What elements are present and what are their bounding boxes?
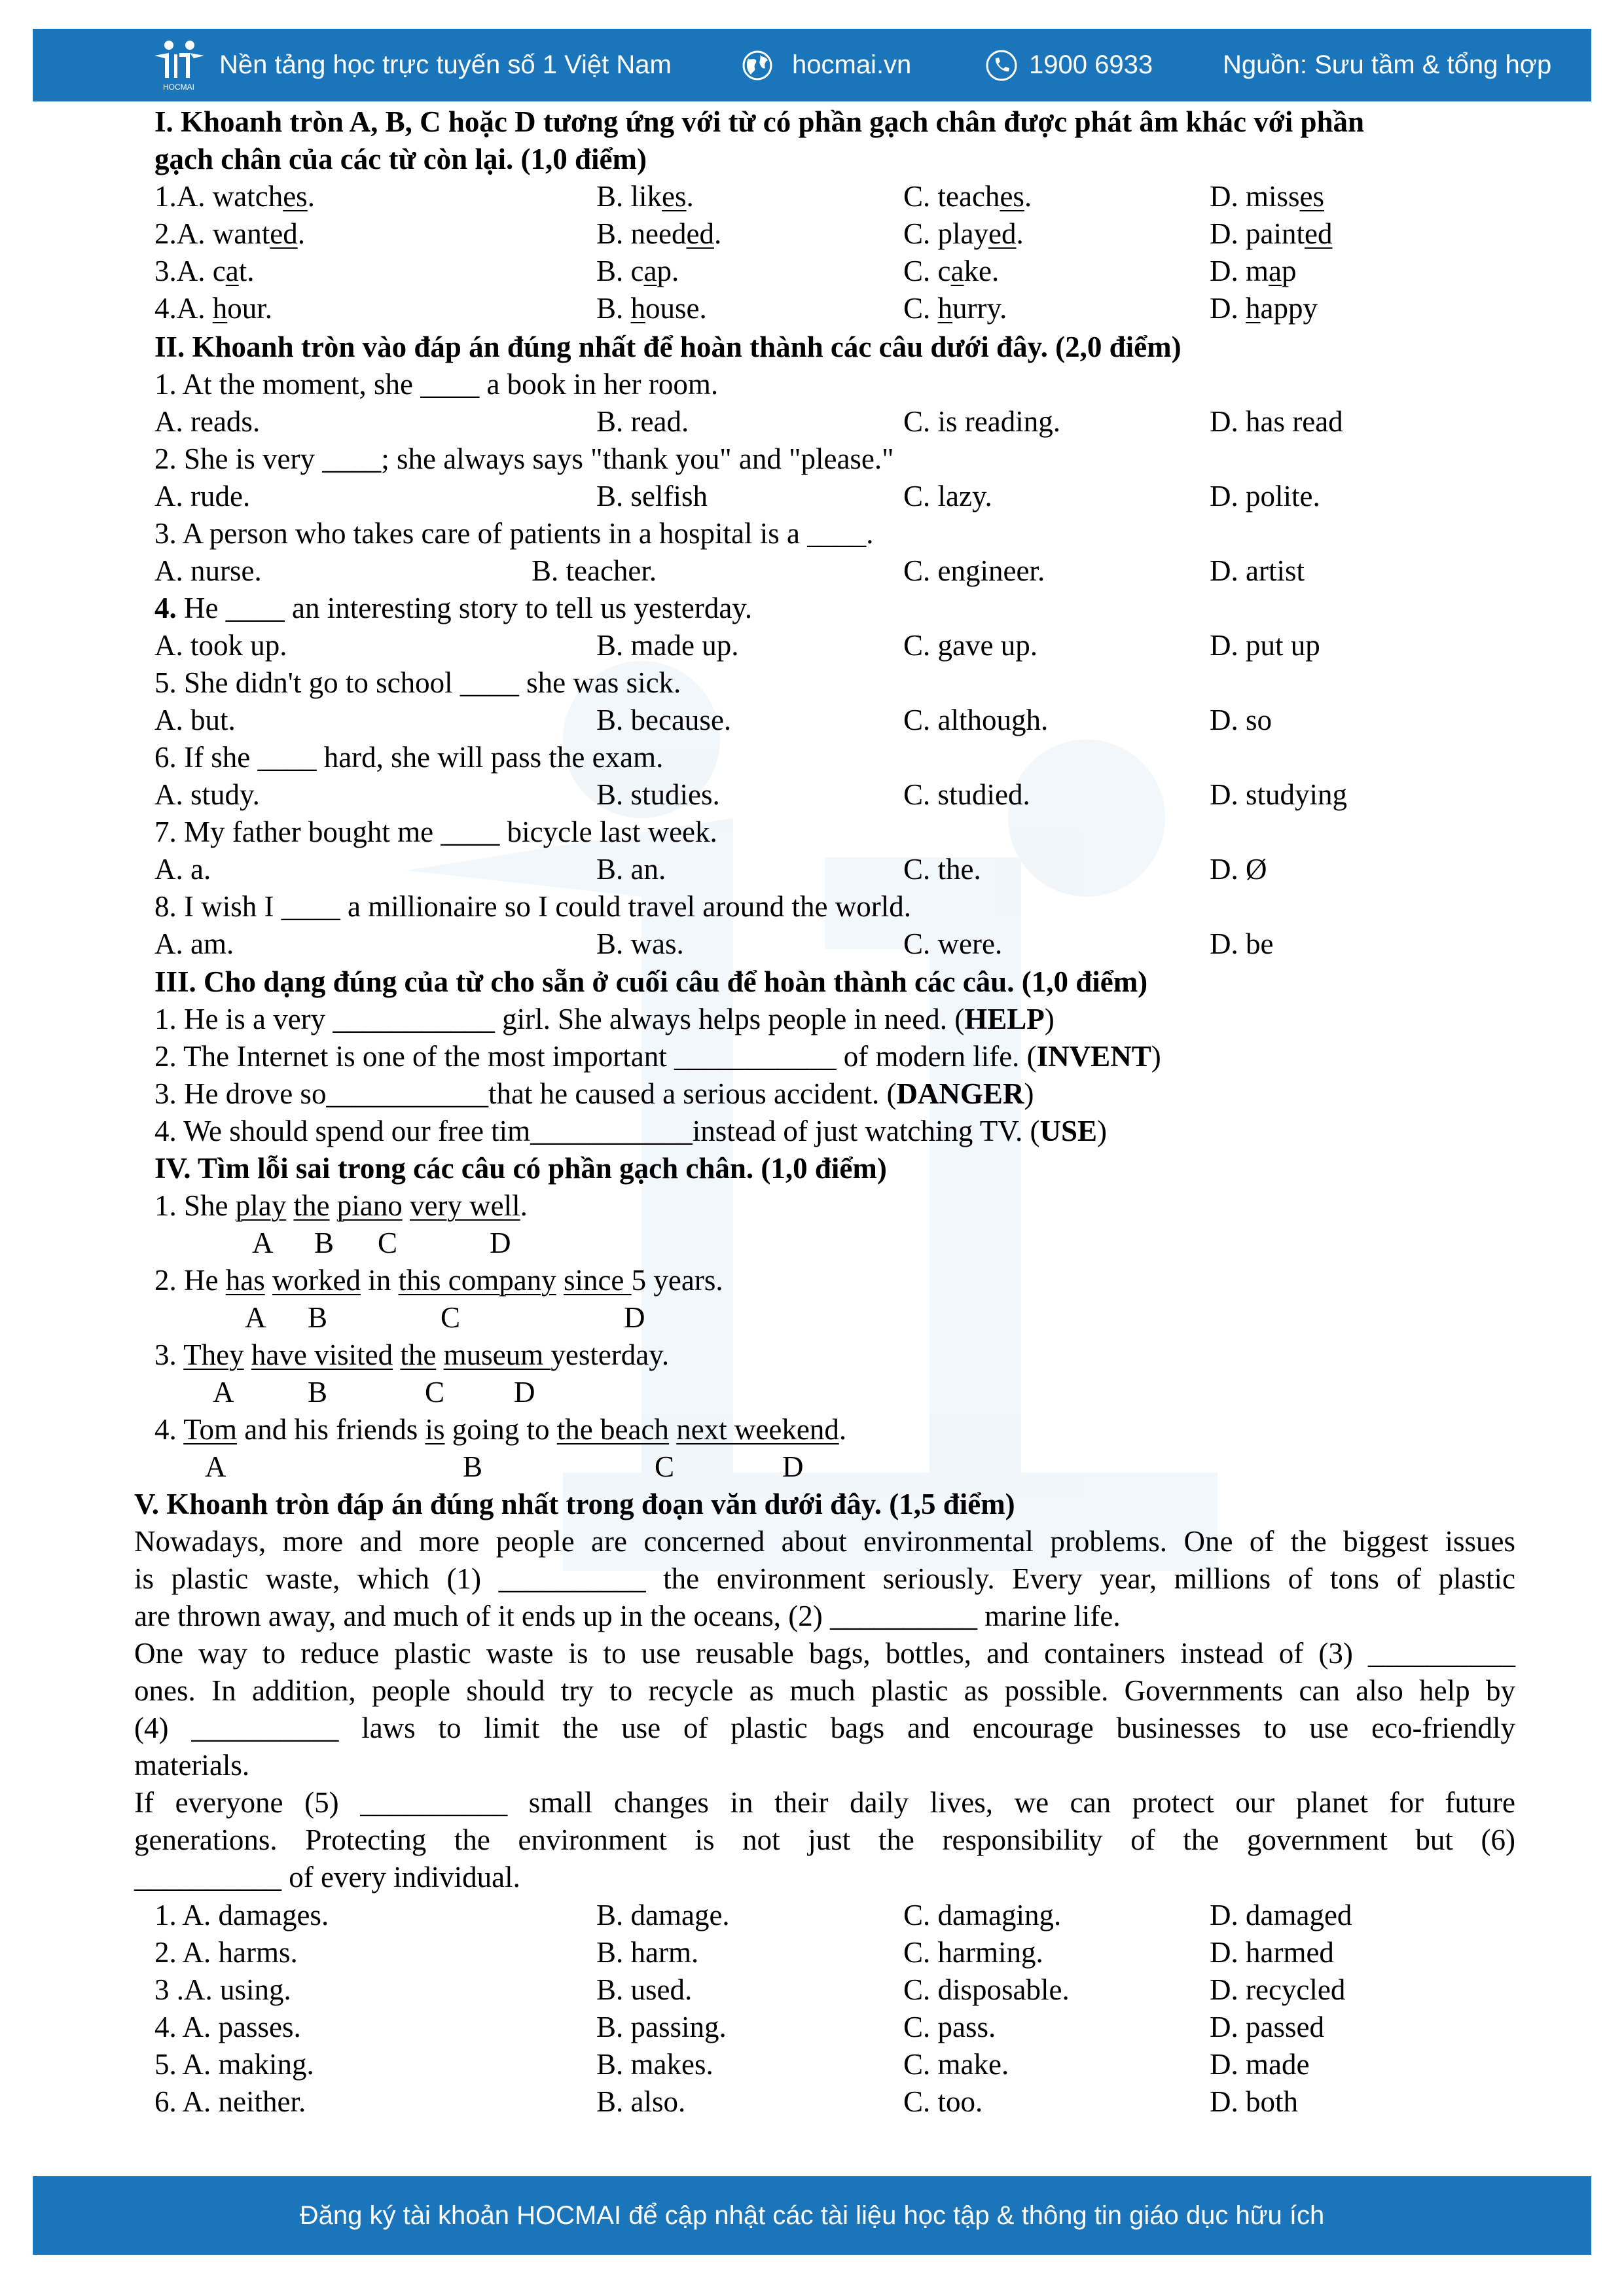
option-a[interactable]: A. reads.	[154, 405, 261, 438]
option-text: 4.A.	[154, 292, 213, 325]
option-text-end: .	[686, 180, 694, 213]
option-b[interactable]: B. read.	[596, 405, 689, 438]
sentence-text	[556, 1264, 564, 1297]
option-a[interactable]: A. a.	[154, 853, 211, 886]
answer-blank[interactable]: ___________	[326, 1077, 488, 1110]
passage-line: generations. Protecting the environment is not just the responsibility of the government but (6)	[134, 1823, 1515, 1856]
option-d[interactable]	[1210, 178, 1324, 215]
option-b[interactable]: B. teacher.	[532, 554, 657, 587]
option-c[interactable]: C. lazy.	[903, 480, 992, 512]
option-c[interactable]: C. the.	[903, 853, 981, 886]
sentence-text	[436, 1338, 443, 1371]
question-text	[154, 814, 717, 851]
underlined-part: h	[212, 292, 228, 325]
choice-letter-c: C	[655, 1450, 675, 1483]
option-text-end: t.	[238, 255, 255, 287]
option-a[interactable]	[154, 215, 305, 253]
option-a[interactable]	[154, 290, 272, 327]
option-b[interactable]	[596, 253, 679, 290]
sentence-text: and his friends	[237, 1413, 425, 1446]
option-text: C. teach	[903, 180, 1000, 213]
underlined-part: ed	[1304, 217, 1333, 250]
option-d[interactable]: D. so	[1210, 704, 1272, 736]
option-text-end: our.	[227, 292, 273, 325]
option-b[interactable]: B. because.	[596, 704, 732, 736]
passage-line: Nowadays, more and more people are concerned about environmental problems. One of the biggest issues	[134, 1525, 1515, 1558]
choice-letter-a: A	[245, 1301, 266, 1334]
option-c[interactable]: C. make.	[903, 2048, 1009, 2081]
sentence-text	[265, 1264, 272, 1297]
given-word: HELP	[964, 1003, 1045, 1035]
sentence-text: 2. He	[154, 1264, 226, 1297]
choice-letter-d: D	[624, 1301, 645, 1334]
underlined-part: a	[643, 255, 657, 287]
option-text: D. m	[1210, 255, 1269, 287]
question-body: 2. She is very ____; she always says "thank you" and "please."	[154, 442, 894, 475]
option-b[interactable]: B. passing.	[596, 2011, 727, 2043]
question-after: girl. She always helps people in need. (	[494, 1003, 965, 1035]
passage-line: One way to reduce plastic waste is to use reusable bags, bottles, and containers instead of (3) __________	[134, 1637, 1515, 1670]
question-after: that he caused a serious accident. (	[488, 1077, 897, 1110]
option-b[interactable]: B. makes.	[596, 2048, 713, 2081]
sentence-text: .	[520, 1189, 528, 1222]
given-word: USE	[1039, 1115, 1098, 1147]
word-form-question	[154, 1113, 1107, 1150]
option-a[interactable]: 3 .A. using.	[154, 1973, 291, 2006]
underlined-part[interactable]: worked	[272, 1264, 361, 1297]
option-text: C. play	[903, 217, 988, 250]
option-d[interactable]: D. damaged	[1210, 1899, 1352, 1931]
sentence-text	[393, 1338, 400, 1371]
choice-letter-b: B	[308, 1376, 328, 1408]
option-d[interactable]: D. studying	[1210, 778, 1348, 811]
underlined-part[interactable]: this company	[398, 1264, 556, 1297]
question-body: 3. A person who takes care of patients in a hospital is a ____.	[154, 517, 874, 550]
option-text-end: ke.	[964, 255, 1000, 287]
choice-letter-c: C	[378, 1227, 398, 1259]
passage-line: (4) __________ laws to limit the use of plastic bags and encourage businesses to use eco-friendly	[134, 1712, 1515, 1744]
option-text: D. miss	[1210, 180, 1300, 213]
option-text: C.	[903, 292, 938, 325]
option-c[interactable]: C. damaging.	[903, 1899, 1062, 1931]
underlined-part[interactable]: has	[225, 1264, 265, 1297]
underlined-part: ed	[686, 217, 714, 250]
underlined-part[interactable]: Tom	[183, 1413, 238, 1446]
passage-line: If everyone (5) __________ small changes in their daily lives, we can protect our planet for future	[134, 1786, 1515, 1819]
sentence-text: .	[839, 1413, 847, 1446]
option-c[interactable]	[903, 215, 1024, 253]
underlined-part: es	[283, 180, 308, 213]
option-text-end: .	[713, 217, 722, 250]
choice-letter-b: B	[308, 1301, 328, 1334]
question-end: )	[1024, 1077, 1034, 1110]
option-c[interactable]: C. were.	[903, 927, 1003, 960]
header-phone[interactable]: 1900 6933	[1029, 50, 1153, 79]
option-c[interactable]: C. pass.	[903, 2011, 996, 2043]
answer-blank[interactable]: ___________	[674, 1040, 837, 1073]
section3-title: III. Cho dạng đúng của từ cho sẵn ở cuối câu để hoàn thành các câu. (1,0 điểm)	[154, 965, 1148, 998]
option-c[interactable]: C. gave up.	[903, 629, 1038, 662]
option-text-end: urry.	[952, 292, 1007, 325]
header-source: Nguồn: Sưu tầm & tổng hợp	[1223, 50, 1552, 79]
option-b[interactable]: B. harm.	[596, 1936, 699, 1969]
option-a[interactable]: A. but.	[154, 704, 236, 736]
choice-letter-c: C	[441, 1301, 461, 1334]
underlined-part[interactable]: have visited	[251, 1338, 393, 1371]
option-b[interactable]: B. studies.	[596, 778, 720, 811]
sentence-text: 3.	[154, 1338, 184, 1371]
option-a[interactable]: A. study.	[154, 778, 260, 811]
option-a[interactable]: 1. A. damages.	[154, 1899, 329, 1931]
sentence-text: 1. She	[154, 1189, 236, 1222]
underlined-part[interactable]: the	[293, 1189, 330, 1222]
answer-blank[interactable]: ___________	[333, 1003, 495, 1035]
underlined-part[interactable]: the beach	[556, 1413, 669, 1446]
option-b[interactable]	[596, 290, 707, 327]
option-text: 1.A. watch	[154, 180, 283, 213]
option-b[interactable]: B. damage.	[596, 1899, 730, 1931]
option-a[interactable]: A. rude.	[154, 480, 251, 512]
sentence-text	[244, 1338, 251, 1371]
underlined-part[interactable]: museum	[443, 1338, 551, 1371]
choice-letter-d: D	[490, 1227, 511, 1259]
option-d[interactable]	[1210, 290, 1318, 327]
sentence-text: yesterday.	[550, 1338, 670, 1371]
error-question	[154, 1262, 723, 1299]
underlined-part: ed	[988, 217, 1017, 250]
underlined-part: h	[937, 292, 953, 325]
option-text-end: ouse.	[645, 292, 707, 325]
option-a[interactable]: 4. A. passes.	[154, 2011, 301, 2043]
underlined-part: a	[1269, 255, 1282, 287]
header-bar	[33, 29, 1591, 101]
section1-title-line2: gạch chân của các từ còn lại. (1,0 điểm)	[154, 143, 647, 175]
option-d[interactable]: D. be	[1210, 927, 1274, 960]
choice-letter-a: A	[213, 1376, 234, 1408]
question-body: He ____ an interesting story to tell us yesterday.	[176, 592, 753, 624]
section1-title: I. Khoanh tròn A, B, C hoặc D tương ứng với từ có phần gạch chân được phát âm khác với phần	[154, 105, 1365, 138]
option-d[interactable]	[1210, 253, 1296, 290]
sentence-text: 4.	[154, 1413, 184, 1446]
phone-icon	[985, 29, 1018, 101]
option-a[interactable]: A. took up.	[154, 629, 287, 662]
word-form-question	[154, 1001, 1055, 1038]
option-text: B. c	[596, 255, 644, 287]
option-d[interactable]: D. artist	[1210, 554, 1305, 587]
option-text: 2.A. want	[154, 217, 270, 250]
underlined-part[interactable]: They	[183, 1338, 244, 1371]
choice-letter-d: D	[514, 1376, 535, 1408]
underlined-part[interactable]: play	[235, 1189, 287, 1222]
error-question	[154, 1187, 528, 1225]
question-before: 3. He drove so	[154, 1077, 327, 1110]
underlined-part: es	[1000, 180, 1024, 213]
option-b[interactable]: B. was.	[596, 927, 684, 960]
option-text-end: p	[1281, 255, 1297, 287]
underlined-part[interactable]: since	[563, 1264, 632, 1297]
underlined-part[interactable]: very well	[409, 1189, 520, 1222]
option-b[interactable]: B. an.	[596, 853, 666, 886]
option-text-end: appy	[1260, 292, 1318, 325]
option-c[interactable]: C. is reading.	[903, 405, 1060, 438]
option-a[interactable]	[154, 178, 315, 215]
question-text	[154, 515, 874, 552]
option-d[interactable]: D. polite.	[1210, 480, 1320, 512]
question-body: 6. If she ____ hard, she will pass the exam.	[154, 741, 664, 774]
sentence-text: 5 years.	[631, 1264, 723, 1297]
header-tagline: Nền tảng học trực tuyến số 1 Việt Nam	[219, 50, 672, 79]
option-a[interactable]: 6. A. neither.	[154, 2085, 306, 2118]
underlined-part[interactable]: next weekend	[676, 1413, 839, 1446]
option-a[interactable]: 2. A. harms.	[154, 1936, 298, 1969]
underlined-part: h	[1246, 292, 1261, 325]
option-c[interactable]: C. engineer.	[903, 554, 1045, 587]
option-b[interactable]: B. also.	[596, 2085, 686, 2118]
hocmai-logo-icon	[149, 29, 208, 101]
underlined-part: es	[1299, 180, 1325, 213]
option-text-end: .	[307, 180, 315, 213]
option-text-end: .	[1016, 217, 1024, 250]
option-c[interactable]: C. too.	[903, 2085, 983, 2118]
question-after: instead of just watching TV. (	[692, 1115, 1040, 1147]
sentence-text	[329, 1189, 336, 1222]
question-before: 4. We should spend our free tim	[154, 1115, 531, 1147]
underlined-part[interactable]: piano	[336, 1189, 403, 1222]
option-d[interactable]: D. put up	[1210, 629, 1320, 662]
sentence-text	[669, 1413, 676, 1446]
question-after: of modern life. (	[836, 1040, 1037, 1073]
question-text	[154, 590, 752, 627]
given-word: DANGER	[896, 1077, 1024, 1110]
footer-text[interactable]: Đăng ký tài khoản HOCMAI để cập nhật các tài liệu học tập & thông tin giáo dục hữu ích	[299, 2200, 1325, 2230]
logo-text: HOCMAI	[163, 82, 194, 92]
option-text: D.	[1210, 292, 1246, 325]
passage-line: __________ of every individual.	[134, 1861, 520, 1893]
section4-title: IV. Tìm lỗi sai trong các câu có phần gạch chân. (1,0 điểm)	[154, 1152, 887, 1185]
option-a[interactable]: 5. A. making.	[154, 2048, 314, 2081]
option-c[interactable]: C. harming.	[903, 1936, 1043, 1969]
error-question	[154, 1336, 669, 1374]
question-body: 7. My father bought me ____ bicycle last week.	[154, 816, 717, 848]
option-b[interactable]: B. selfish	[596, 480, 708, 512]
question-body: 8. I wish I ____ a millionaire so I could travel around the world.	[154, 890, 911, 923]
question-body: 5. She didn't go to school ____ she was sick.	[154, 666, 681, 699]
option-b[interactable]	[596, 178, 694, 215]
option-c[interactable]: C. disposable.	[903, 1973, 1070, 2006]
option-a[interactable]: A. am.	[154, 927, 234, 960]
choice-letter-b: B	[463, 1450, 483, 1483]
option-b[interactable]: B. used.	[596, 1973, 693, 2006]
passage-line: materials.	[134, 1749, 250, 1782]
choice-letter-a: A	[205, 1450, 226, 1483]
option-text-end: .	[297, 217, 305, 250]
option-b[interactable]	[596, 215, 721, 253]
sentence-text: in	[360, 1264, 399, 1297]
option-text-end: .	[1024, 180, 1032, 213]
option-d[interactable]: D. has read	[1210, 405, 1343, 438]
answer-blank[interactable]: ___________	[530, 1115, 693, 1147]
choice-letter-d: D	[782, 1450, 804, 1483]
sentence-text: going to	[444, 1413, 557, 1446]
question-body: 1. At the moment, she ____ a book in her room.	[154, 368, 719, 401]
option-b[interactable]: B. made up.	[596, 629, 739, 662]
question-before: 2. The Internet is one of the most important	[154, 1040, 675, 1073]
underlined-part: es	[662, 180, 687, 213]
option-text: C. c	[903, 255, 951, 287]
passage-line: ones. In addition, people should try to recycle as much plastic as possible. Governments can also help by	[134, 1674, 1515, 1707]
question-text	[154, 739, 663, 776]
error-question	[154, 1411, 846, 1448]
option-text-end: p.	[657, 255, 679, 287]
option-d[interactable]: D. recycled	[1210, 1973, 1346, 2006]
question-end: )	[1151, 1040, 1161, 1073]
question-end: )	[1044, 1003, 1055, 1035]
question-end: )	[1097, 1115, 1108, 1147]
section2-title: II. Khoanh tròn vào đáp án đúng nhất để hoàn thành các câu dưới đây. (2,0 điểm)	[154, 331, 1182, 363]
word-form-question	[154, 1038, 1161, 1075]
option-a[interactable]: A. nurse.	[154, 554, 262, 587]
option-d[interactable]: D. harmed	[1210, 1936, 1334, 1969]
question-number: 4.	[154, 592, 177, 624]
option-text: B. lik	[596, 180, 662, 213]
choice-letter-a: A	[252, 1227, 274, 1259]
choice-letter-c: C	[425, 1376, 445, 1408]
passage-line: is plastic waste, which (1) __________ the environment seriously. Every year, millions of tons of plastic	[134, 1562, 1515, 1595]
option-c[interactable]	[903, 253, 999, 290]
option-c[interactable]: C. studied.	[903, 778, 1030, 811]
option-d[interactable]: D. made	[1210, 2048, 1310, 2081]
question-text	[154, 366, 718, 403]
option-text: D. paint	[1210, 217, 1305, 250]
underlined-part[interactable]: is	[425, 1413, 445, 1446]
passage-line: are thrown away, and much of it ends up in the oceans, (2) __________ marine life.	[134, 1600, 1121, 1632]
option-d[interactable]: D. Ø	[1210, 853, 1267, 886]
option-d[interactable]: D. passed	[1210, 2011, 1324, 2043]
sentence-text	[403, 1189, 410, 1222]
underlined-part: h	[630, 292, 646, 325]
sentence-text	[286, 1189, 293, 1222]
option-text: B. need	[596, 217, 687, 250]
question-text	[154, 664, 681, 702]
underlined-part[interactable]: the	[400, 1338, 437, 1371]
question-text	[154, 440, 894, 478]
underlined-part: a	[950, 255, 964, 287]
underlined-part: ed	[270, 217, 298, 250]
option-c[interactable]	[903, 290, 1007, 327]
option-a[interactable]	[154, 253, 254, 290]
section5-title: V. Khoanh tròn đáp án đúng nhất trong đoạn văn dưới đây. (1,5 điểm)	[134, 1488, 1015, 1520]
header-website[interactable]: hocmai.vn	[792, 50, 912, 79]
word-form-question	[154, 1075, 1034, 1113]
option-c[interactable]	[903, 178, 1032, 215]
given-word: INVENT	[1036, 1040, 1151, 1073]
choice-letter-b: B	[314, 1227, 334, 1259]
option-text: 3.A. c	[154, 255, 226, 287]
footer-bar	[33, 2176, 1591, 2255]
option-text: B.	[596, 292, 631, 325]
underlined-part: a	[225, 255, 239, 287]
question-text	[154, 888, 911, 925]
option-d[interactable]: D. both	[1210, 2085, 1298, 2118]
question-before: 1. He is a very	[154, 1003, 333, 1035]
globe-icon	[742, 29, 773, 101]
option-c[interactable]: C. although.	[903, 704, 1049, 736]
option-d[interactable]	[1210, 215, 1332, 253]
